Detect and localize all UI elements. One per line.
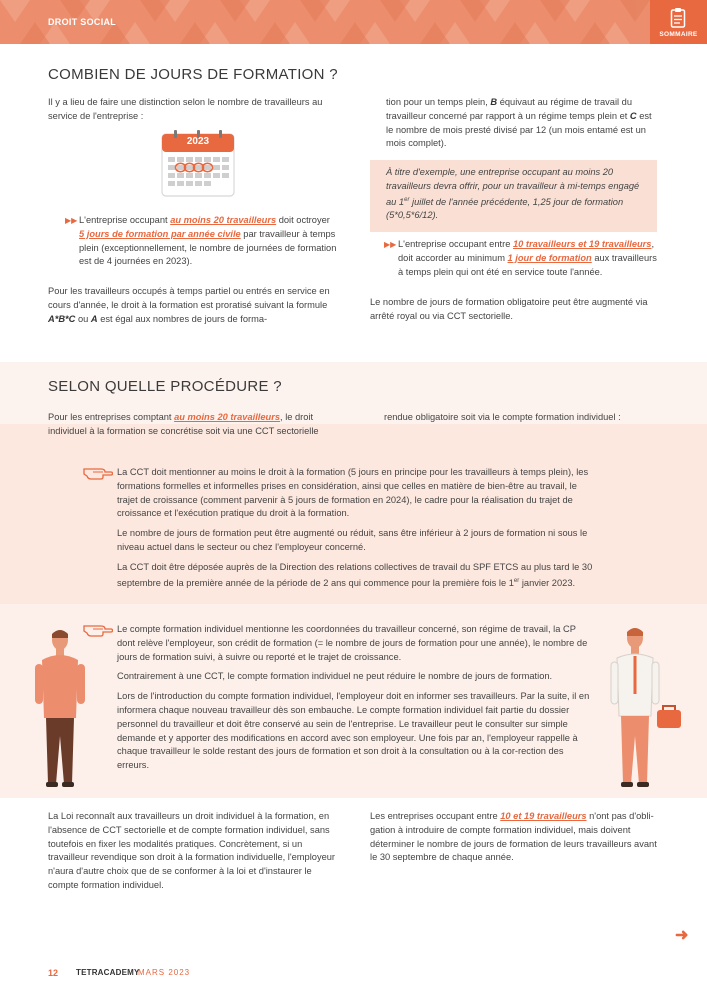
cct-block <box>117 466 593 590</box>
person-right-illustration <box>605 624 685 796</box>
section2-intro-left: Pour les entreprises comptant au moins 20 travailleurs, le droit individuel à la formation se concrétise soit via une CCT sectorielle <box>48 412 319 436</box>
section1-title: COMBIEN DE JOURS DE FORMATION ? <box>48 66 338 83</box>
section-tag: DROIT SOCIAL <box>48 17 117 27</box>
section2-intro-right: rendue obligatoire soit via le compte formation individuel : <box>384 412 621 422</box>
double-chevron-icon: ▶▶ <box>384 240 397 249</box>
example-text: À titre d'exemple, une entreprise occupant au moins 20 travailleurs devra offrir, pour un travailleur à mi-temps engagé au 1er juillet de l'année précédente, 1,25 jour de formation (5*0,5*6/12). <box>386 167 640 221</box>
cfi-paragraph-1: Le compte formation individuel mentionne les coordonnées du travailleur concerné, son régime de travail, la CP dont relève l'employeur, son crédit de formation (= le nombre de jours de formation pour une année), le nombre de jours de formation suivi, à suivre ou reporté et le trajet de croissance. <box>117 624 588 662</box>
bullet1-text: L'entreprise occupant au moins 20 travailleurs doit octroyer 5 jours de formation par année civile par travailleur à temps plein (exceptionnellement, le nombre de journées de formation est de 4 journées en 2023). <box>79 215 337 267</box>
calendar-illustration <box>160 130 236 198</box>
cfi-paragraph-2: Contrairement à une CCT, le compte formation individuel ne peut réduire le nombre de jours de formation. <box>117 671 553 682</box>
parttime-paragraph: Pour les travailleurs occupés à temps partiel ou entrés en service en cours d'année, le droit à la formation est proratisé suivant la formule A*B*C ou A est égal aux nombres de jours de forma- <box>48 286 330 324</box>
bullet2-text: L'entreprise occupant entre 10 travailleurs et 19 travailleurs, doit accorder au minimum 1 jour de formation aux travailleurs à temps plein qui ont été en service toute l'année. <box>398 239 657 277</box>
issue-date: MARS 2023 <box>138 968 191 977</box>
section3-right: Les entreprises occupant entre 10 et 19 travailleurs n'ont pas d'obli-gation à introduire de compte formation individuel, mais doivent déterminer le nombre de jours de formation de leurs travailleurs avant le 30 septembre de chaque année. <box>370 811 657 863</box>
double-chevron-icon: ▶▶ <box>65 216 78 225</box>
bullet-10-19-workers <box>384 238 658 279</box>
right-column-paragraph: tion pour un temps plein, B équivaut au régime de travail du travailleur concerné par rapport à un régime temps plein et C est le nombre de mois presté divisé par 12 (un mois entamé est un mois complet). <box>386 97 652 149</box>
section1-intro: Il y a lieu de faire une distinction selon le nombre de travailleurs au service de l'entreprise : <box>48 97 323 121</box>
section3-left: La Loi reconnaît aux travailleurs un droit individuel à la formation, en l'absence de CCT sectorielle et de compte formation individuel, sans toutefois en fixer les modalités pratiques. Concrètement, si un travailleur revendique son droit à la formation individuelle, l'employeur n'aura d'autre choix que de se conformer à la loi et d'instaurer le compte formation individuel. <box>48 811 336 890</box>
sommaire-button[interactable] <box>650 0 707 44</box>
cct-paragraph-3: La CCT doit être déposée auprès de la Direction des relations collectives de travail du SPF ETCS au plus tard le 30 septembre de la première année de la période de 2 ans qui commence pour la première fois le 1er janvier 2023. <box>117 561 593 588</box>
cfi-block <box>117 623 593 773</box>
page-number: 12 <box>48 968 59 978</box>
sommaire-label: SOMMAIRE <box>659 31 698 38</box>
pointing-hand-icon <box>83 464 113 480</box>
cct-paragraph-2: Le nombre de jours de formation peut être augmenté ou réduit, sans être inférieur à 2 jours de formation ni sous le niveau actuel dans le secteur ou chez l'employeur concerné. <box>117 528 588 552</box>
bullet-20-workers <box>65 214 337 269</box>
clipboard-icon <box>670 7 686 29</box>
section2-title: SELON QUELLE PROCÉDURE ? <box>48 378 282 395</box>
section1-closing: Le nombre de jours de formation obligatoire peut être augmenté via arrêté royal ou via CCT sectorielle. <box>370 297 648 321</box>
next-page-arrow-icon[interactable]: ➜ <box>675 927 689 944</box>
cfi-paragraph-3: Lors de l'introduction du compte formation individuel, l'employeur doit en informer ses travailleurs. Par la suite, il en informera chaque nouveau travailleur dès son embauche. Le compte formation individuel fait partie du dossier personnel du travailleur et doit être conservé au sein de l'entreprise. Le travailleur peut le consulter sur simple demande et y apporter des modifications en accord avec son employeur. Une fois par an, l'employeur rappelle à chaque travailleur le solde restant des jours de formation et son droit à la consultation ou à la cor-rection des erreurs. <box>117 691 590 771</box>
tetracademy-logo: TETRACADEMY <box>76 968 140 977</box>
calendar-year: 2023 <box>186 136 210 147</box>
cct-paragraph-1: La CCT doit mentionner au moins le droit à la formation (5 jours en principe pour les travailleurs à temps plein), les formations formelles et informelles prises en considération, ainsi que celles en matière de bien-être au travail, le trajet de croissance (comment parvenir à 5 jours de formation en 2024), le cadre pour la réalisation du trajet de croissance et l'exécution pratique du droit à la formation. <box>117 467 589 519</box>
person-left-illustration <box>30 626 90 796</box>
